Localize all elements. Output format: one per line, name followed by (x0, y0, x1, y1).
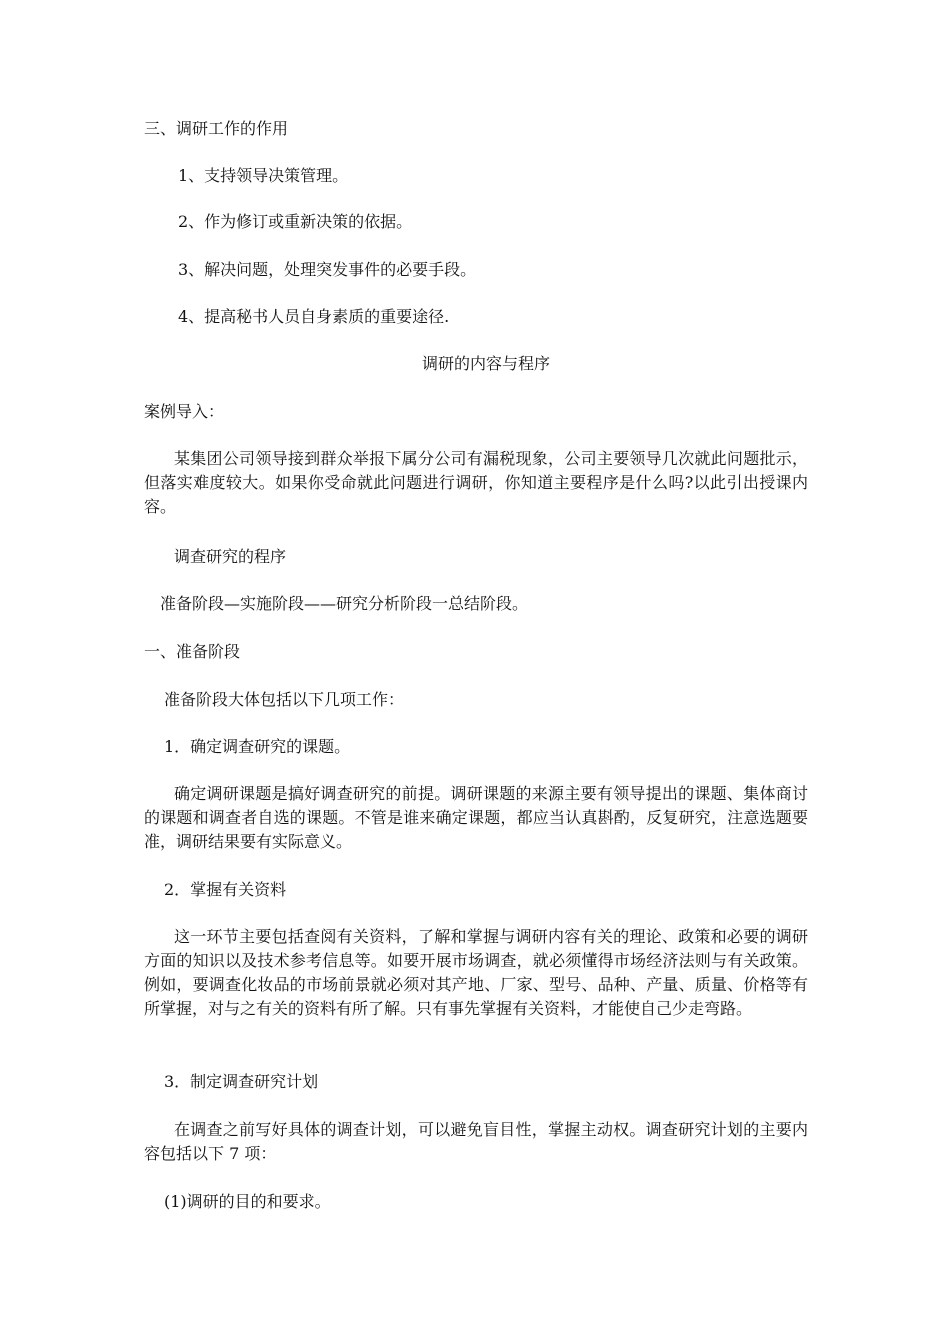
stage-heading: 一、准备阶段 (144, 642, 241, 661)
list-item: 1、支持领导决策管理。 (178, 166, 349, 185)
item-heading: 3．制定调查研究计划 (164, 1072, 319, 1091)
item-paragraph: 这一环节主要包括查阅有关资料，了解和掌握与调研内容有关的理论、政策和必要的调研方面的知识以及技术参考信息等。如要开展市场调查，就必须懂得市场经济法则与有关政策。例如，要调查化妆品的市场前景就必须对其产地、厂家、型号、品种、产量、质量、价格等有所掌握，对与之有关的资料有所了解。只有事先掌握有关资料，才能使自己少走弯路。 (144, 927, 808, 1018)
procedure-stages: 准备阶段—实施阶段——研究分析阶段一总结阶段。 (160, 594, 529, 613)
item-heading: 1．确定调查研究的课题。 (164, 737, 351, 756)
item-heading: 2．掌握有关资料 (164, 880, 287, 899)
lesson-title: 调研的内容与程序 (422, 354, 551, 373)
case-paragraph: 某集团公司领导接到群众举报下属分公司有漏税现象，公司主要领导几次就此问题批示，但落实难度较大。如果你受命就此问题进行调研，你知道主要程序是什么吗?以此引出授课内容。 (144, 449, 808, 516)
list-item: 2、作为修订或重新决策的依据。 (178, 212, 413, 231)
stage-intro: 准备阶段大体包括以下几项工作： (164, 690, 405, 709)
list-item: 4、提高秘书人员自身素质的重要途径. (178, 307, 450, 326)
list-item: 3、解决问题，处理突发事件的必要手段。 (178, 260, 477, 279)
plan-item: (1)调研的目的和要求。 (164, 1192, 331, 1211)
item-paragraph: 确定调研课题是搞好调查研究的前提。调研课题的来源主要有领导提出的课题、集体商讨的课题和调查者自选的课题。不管是谁来确定课题，都应当认真斟酌，反复研究，注意选题要准，调研结果要有实际意义。 (144, 784, 808, 851)
item-paragraph: 在调查之前写好具体的调查计划，可以避免盲目性，掌握主动权。调查研究计划的主要内容包括以下 7 项： (144, 1120, 808, 1163)
procedure-heading: 调查研究的程序 (174, 547, 287, 566)
section-heading: 三、调研工作的作用 (144, 119, 289, 138)
case-label: 案例导入： (144, 402, 225, 421)
